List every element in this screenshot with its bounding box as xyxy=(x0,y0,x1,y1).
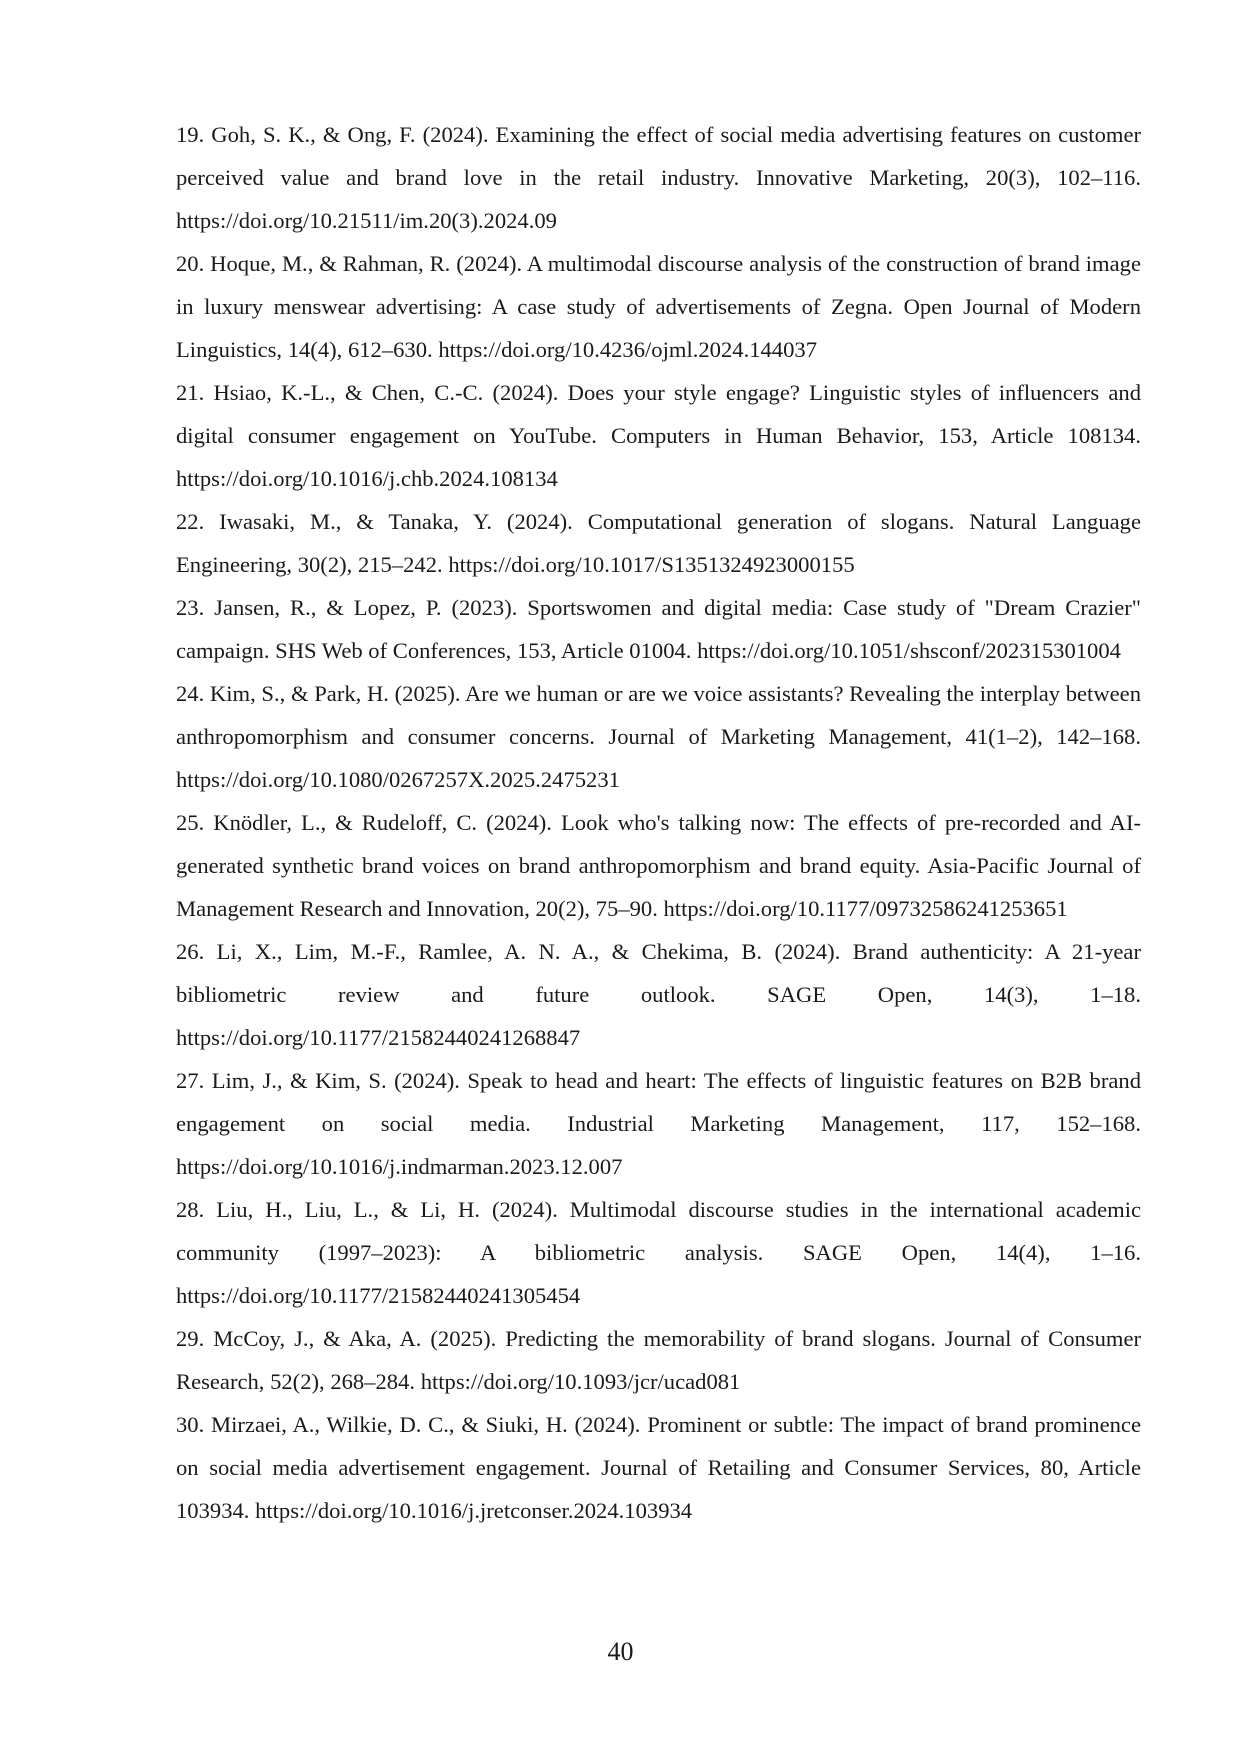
page-number: 40 xyxy=(607,1637,634,1666)
reference-entry-27: 27. Lim, J., & Kim, S. (2024). Speak to head and heart: The effects of linguistic features on B2B brand engagement on social media. Industrial Marketing Management, 117, 152–168. https://doi.org/10.1016/j.indmarman.2023.12.007 xyxy=(176,1068,1141,1179)
reference-entry-21: 21. Hsiao, K.-L., & Chen, C.-C. (2024). Does your style engage? Linguistic styles of influencers and digital consumer engagement on YouTube. Computers in Human Behavior, 153, Article 108134. https://doi.org/10.1016/j.chb.2024.108134 xyxy=(176,380,1141,491)
reference-entry-28: 28. Liu, H., Liu, L., & Li, H. (2024). Multimodal discourse studies in the international academic community (1997–2023): A bibliometric analysis. SAGE Open, 14(4), 1–16. https://doi.org/10.1177/21582440241305454 xyxy=(176,1197,1141,1308)
reference-list xyxy=(176,113,1141,1532)
reference-entry-25: 25. Knödler, L., & Rudeloff, C. (2024). Look who's talking now: The effects of pre-recorded and AI-generated synthetic brand voices on brand anthropomorphism and brand equity. Asia-Pacific Journal of Management Research and Innovation, 20(2), 75–90. https://doi.org/10.1177/09732586241253651 xyxy=(176,810,1141,921)
reference-entry-26: 26. Li, X., Lim, M.-F., Ramlee, A. N. A., & Chekima, B. (2024). Brand authenticity: A 21-year bibliometric review and future outlook. SAGE Open, 14(3), 1–18. https://doi.org/10.1177/21582440241268847 xyxy=(176,939,1141,1050)
reference-entry-30: 30. Mirzaei, A., Wilkie, D. C., & Siuki, H. (2024). Prominent or subtle: The impact of brand prominence on social media advertisement engagement. Journal of Retailing and Consumer Services, 80, Article 103934. https://doi.org/10.1016/j.jretconser.2024.103934 xyxy=(176,1412,1141,1523)
reference-entry-24: 24. Kim, S., & Park, H. (2025). Are we human or are we voice assistants? Revealing the interplay between anthropomorphism and consumer concerns. Journal of Marketing Management, 41(1–2), 142–168. https://doi.org/10.1080/0267257X.2025.2475231 xyxy=(176,681,1141,792)
reference-entry-29: 29. McCoy, J., & Aka, A. (2025). Predicting the memorability of brand slogans. Journal of Consumer Research, 52(2), 268–284. https://doi.org/10.1093/jcr/ucad081 xyxy=(176,1326,1141,1394)
reference-entry-23: 23. Jansen, R., & Lopez, P. (2023). Sportswomen and digital media: Case study of "Dream Crazier" campaign. SHS Web of Conferences, 153, Article 01004. https://doi.org/10.1051/shsconf/202315301004 xyxy=(176,595,1141,663)
reference-entry-20: 20. Hoque, M., & Rahman, R. (2024). A multimodal discourse analysis of the construction of brand image in luxury menswear advertising: A case study of advertisements of Zegna. Open Journal of Modern Linguistics, 14(4), 612–630. https://doi.org/10.4236/ojml.2024.144037 xyxy=(176,251,1141,362)
reference-entry-19: 19. Goh, S. K., & Ong, F. (2024). Examining the effect of social media advertising features on customer perceived value and brand love in the retail industry. Innovative Marketing, 20(3), 102–116. https://doi.org/10.21511/im.20(3).2024.09 xyxy=(176,122,1141,233)
reference-entry-22: 22. Iwasaki, M., & Tanaka, Y. (2024). Computational generation of slogans. Natural Language Engineering, 30(2), 215–242. https://doi.org/10.1017/S1351324923000155 xyxy=(176,509,1141,577)
